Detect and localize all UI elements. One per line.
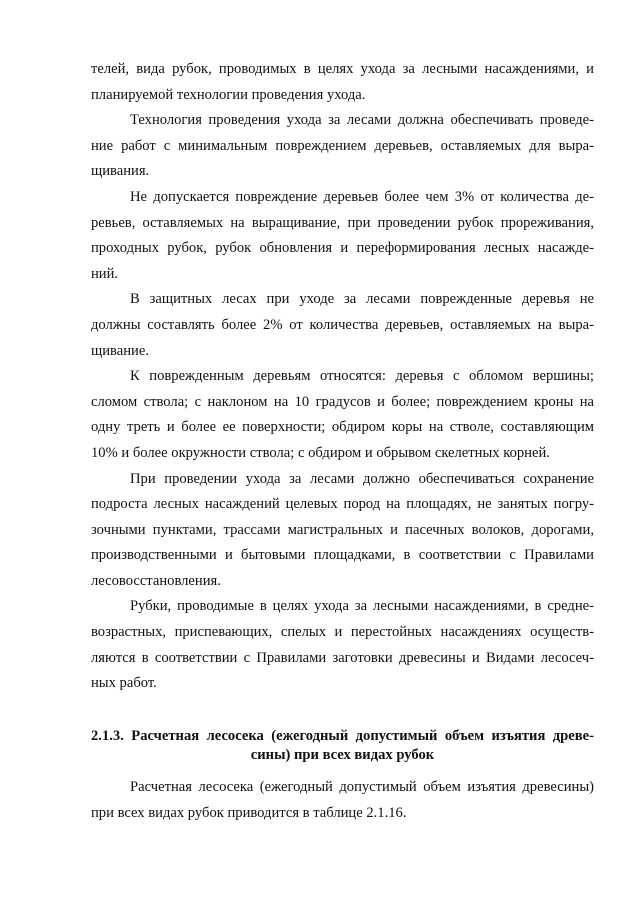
text-line: планируемой технологии проведения ухода.	[91, 86, 366, 103]
text-line: ревьев, оставляемых на выращивание, при проведении рубок прореживания,	[91, 214, 594, 231]
text-line: подроста лесных насаждений целевых пород на площадях, не занятых погру-	[91, 496, 594, 513]
paragraph-3	[91, 185, 594, 287]
text-line: ляются в соответствии с Правилами заготовки древесины и Видами лесосеч-	[91, 649, 594, 666]
text-line: одну треть и более ее поверхности; обдиром коры на стволе, составляющим	[91, 419, 594, 436]
text-line: ний.	[91, 265, 119, 282]
text-line: При проведении ухода за лесами должно обеспечиваться сохранение	[130, 470, 594, 487]
text-line: Технология проведения ухода за лесами должна обеспечивать проведе-	[130, 112, 594, 129]
text-line: Не допускается повреждение деревьев более чем 3% от количества де-	[130, 188, 594, 205]
section-heading-line: сины) при всех видах рубок	[250, 747, 435, 763]
paragraph-7	[91, 594, 594, 696]
text-line: должны составлять более 2% от количества деревьев, оставляемых на выра-	[91, 316, 594, 333]
text-line: лесовосстановления.	[91, 572, 221, 589]
paragraph-5	[91, 364, 594, 466]
paragraph-1	[91, 57, 594, 108]
text-line: проходных рубок, рубок обновления и переформирования лесных насажде-	[91, 240, 594, 257]
text-line: К поврежденным деревьям относятся: деревья с обломом вершины;	[130, 368, 594, 385]
text-line: Рубки, проводимые в целях ухода за лесными насаждениями, в средне-	[130, 598, 594, 615]
section-heading	[91, 727, 594, 765]
paragraph-6	[91, 467, 594, 595]
text-line: Расчетная лесосека (ежегодный допустимый объем изъятия древесины)	[130, 779, 594, 795]
text-line: при всех видах рубок приводится в таблице 2.1.16.	[91, 804, 407, 821]
text-line: производственными и бытовыми площадками, в соответствии с Правилами	[91, 547, 594, 564]
text-line: В защитных лесах при уходе за лесами поврежденные деревья не	[130, 291, 594, 308]
paragraph-4	[91, 287, 594, 364]
text-line: ных работ.	[91, 675, 157, 692]
text-line: сломом ствола; с наклоном на 10 градусов и более; повреждением кроны на	[91, 393, 594, 410]
text-line: ние работ с минимальным повреждением деревьев, оставляемых для выра-	[91, 137, 594, 154]
text-line: щивание.	[91, 342, 149, 359]
text-line: щивания.	[91, 163, 150, 180]
text-line: 10% и более окружности ствола; с обдиром и обрывом скелетных корней.	[91, 444, 550, 461]
section-heading-line: 2.1.3. Расчетная лесосека (ежегодный допустимый объем изъятия древе-	[91, 728, 594, 744]
text-line: телей, вида рубок, проводимых в целях ухода за лесными насаждениями, и	[91, 61, 594, 77]
body-text	[91, 57, 594, 697]
final-paragraph	[91, 775, 594, 826]
text-line: возрастных, приспевающих, спелых и перестойных насаждениях осуществ-	[91, 624, 594, 641]
text-line: зочными пунктами, трассами магистральных и пасечных волоков, дорогами,	[91, 521, 594, 538]
paragraph-2	[91, 108, 594, 185]
